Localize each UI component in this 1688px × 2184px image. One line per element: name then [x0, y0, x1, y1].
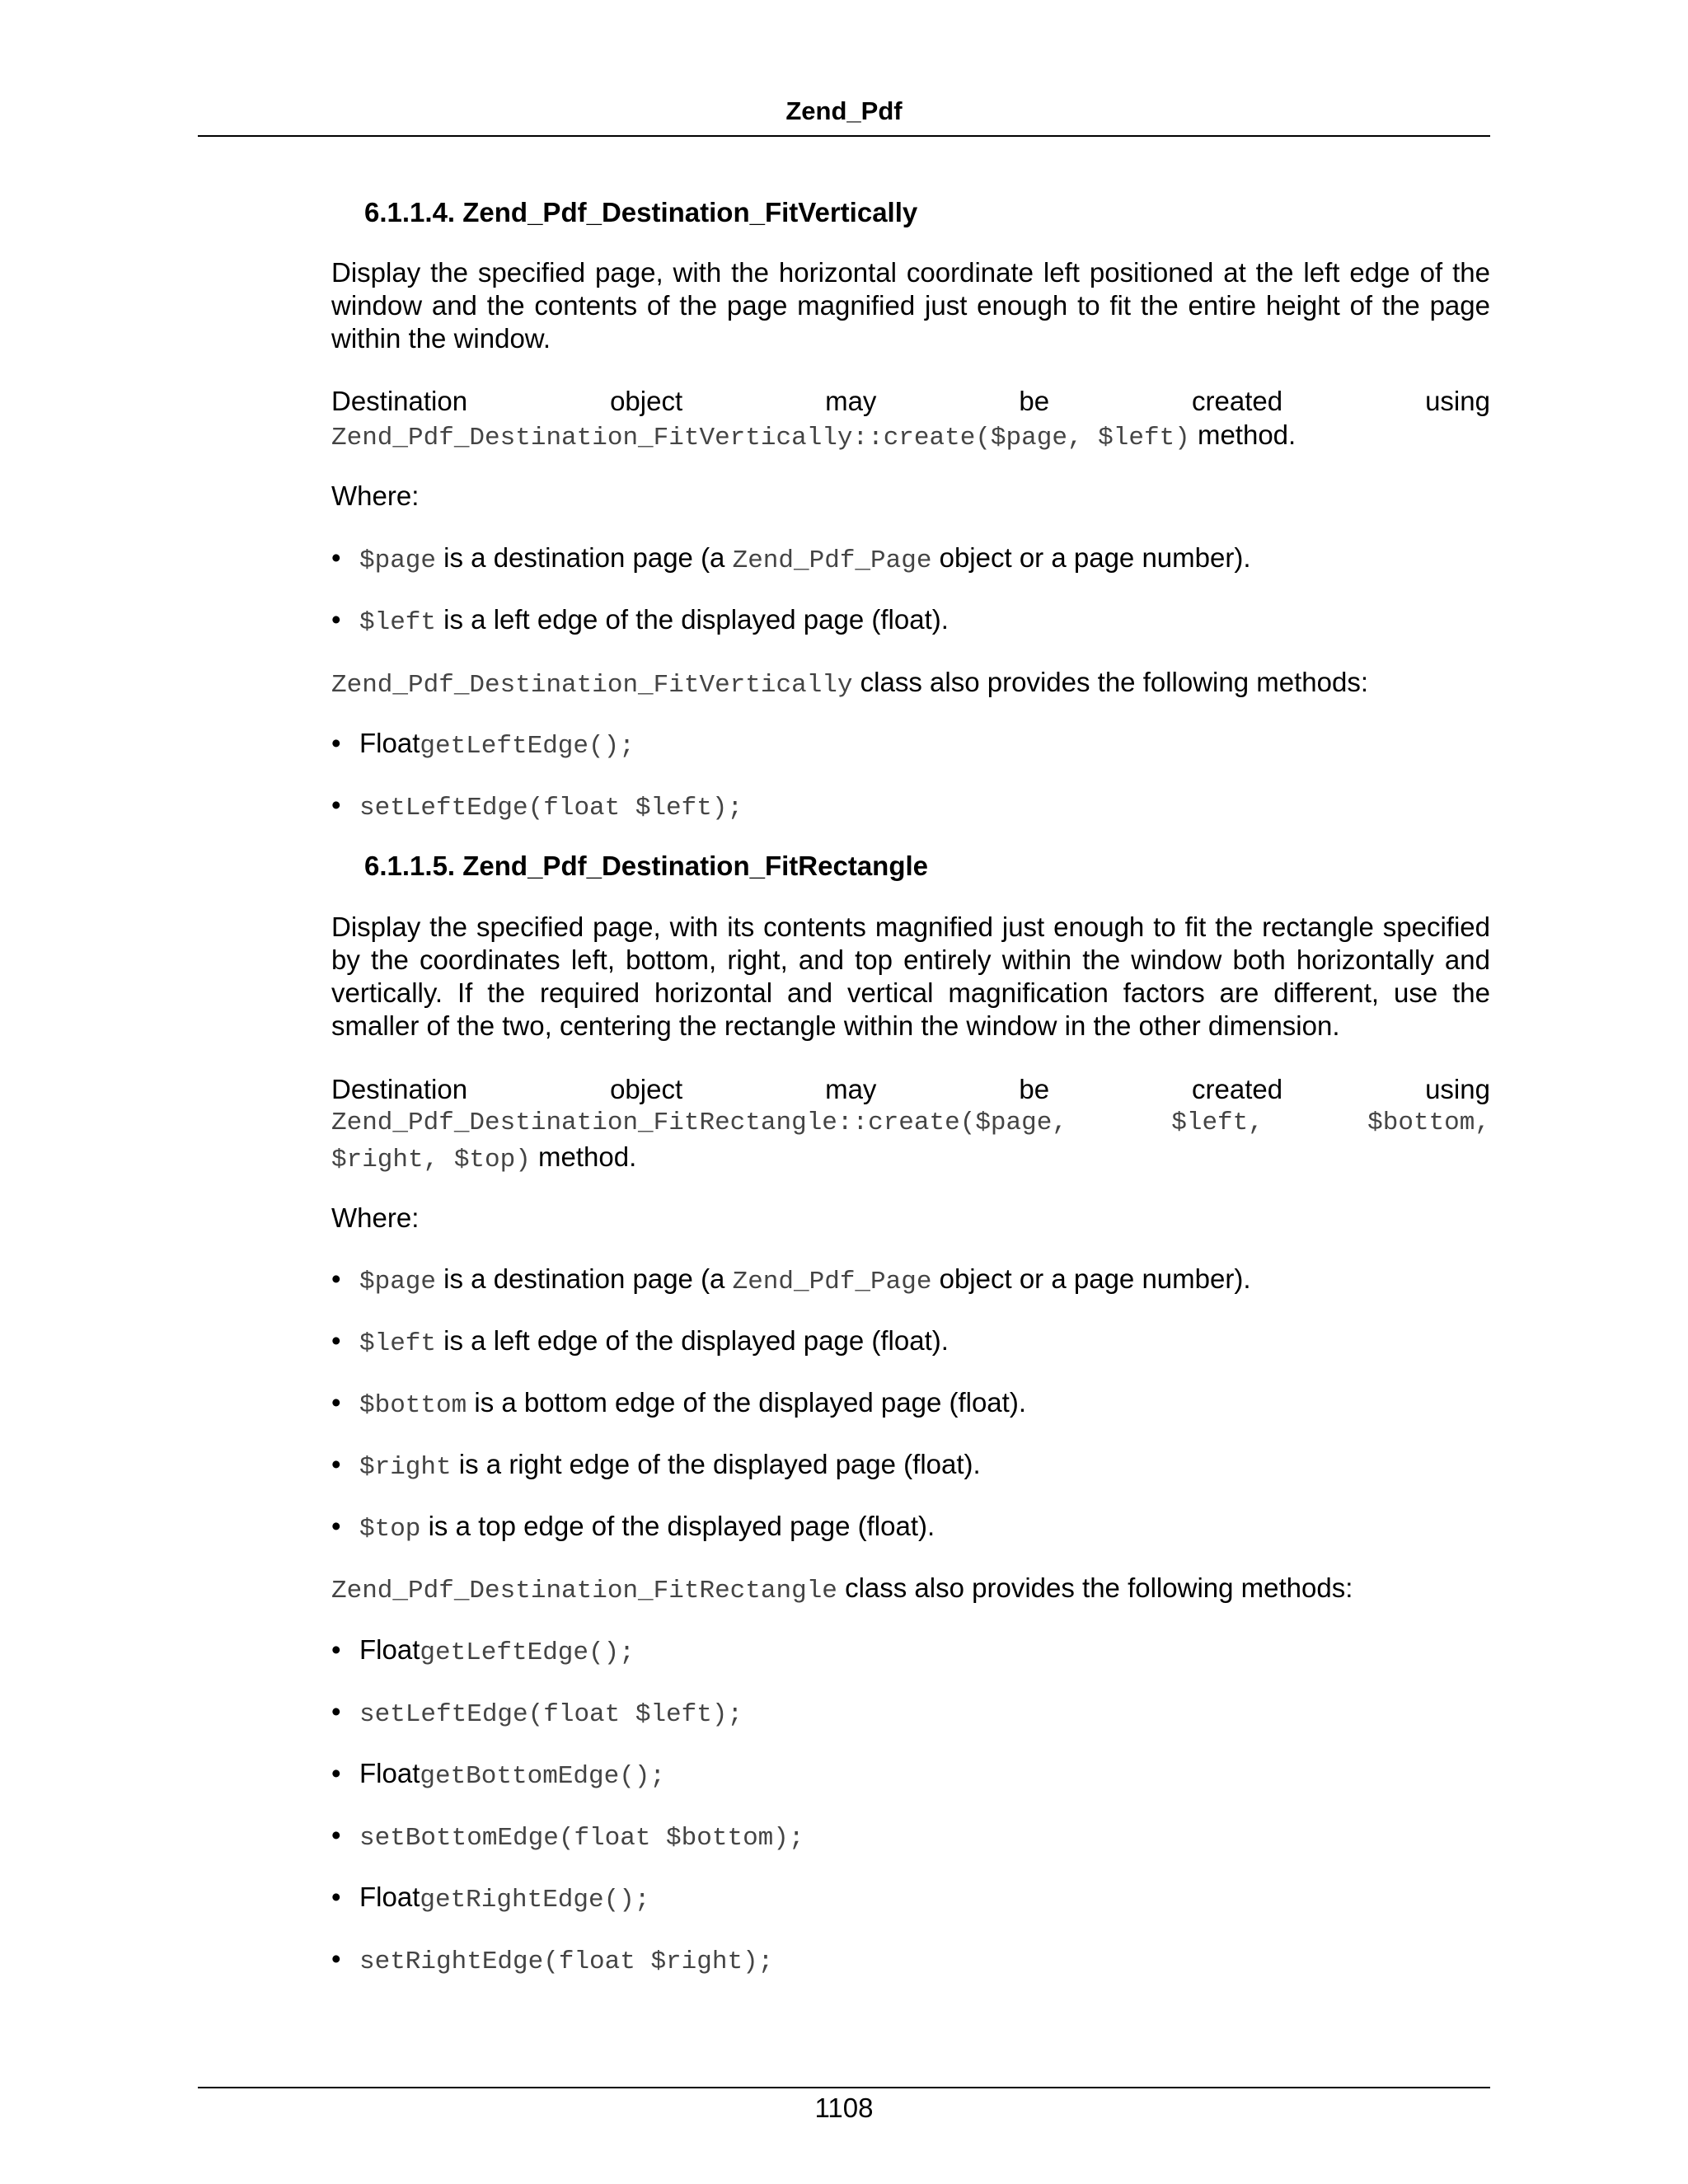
param-text: object or a page number).: [931, 1263, 1251, 1294]
bullet-dot: •: [331, 1696, 341, 1727]
param-code: $page: [359, 1268, 437, 1296]
word: using: [1425, 386, 1490, 416]
param-text: is a left edge of the displayed page (float).: [436, 1325, 949, 1356]
page-number: 1108: [814, 2093, 874, 2123]
param-code: $left: [359, 608, 437, 637]
method-code: setLeftEdge(float $left);: [359, 794, 743, 823]
bullet-dot: •: [331, 1263, 341, 1294]
header-rule: [198, 135, 1490, 137]
fitrectangle-create-code-tail: [331, 1141, 1490, 1177]
bullet-dot: •: [331, 1449, 341, 1479]
create-method-code: $bottom,: [1367, 1108, 1490, 1137]
bullet-dot: •: [331, 1820, 341, 1850]
method-code: setBottomEdge(float $bottom);: [359, 1824, 804, 1853]
word: object: [610, 386, 683, 416]
param-code: $page: [359, 546, 437, 575]
class-text: class also provides the following methods:: [837, 1572, 1353, 1603]
fitvertically-create-line: [331, 385, 1490, 418]
class-code: Zend_Pdf_Destination_FitRectangle: [331, 1577, 837, 1605]
list-item: [331, 1757, 1490, 1793]
word: created: [1192, 386, 1283, 416]
bullet-dot: •: [331, 1758, 341, 1788]
list-item: [331, 541, 1490, 578]
list-item: [331, 1881, 1490, 1917]
method-prefix: Float: [359, 728, 420, 758]
create-method-code: Zend_Pdf_Destination_FitRectangle::create($page,: [331, 1108, 1067, 1137]
word: may: [825, 1074, 877, 1104]
list-item: [331, 1263, 1490, 1299]
create-method-code: $right, $top): [331, 1146, 531, 1174]
bullet-dot: •: [331, 542, 341, 573]
list-item: [331, 1819, 1490, 1855]
list-item: [331, 1324, 1490, 1361]
param-text: is a right edge of the displayed page (float).: [451, 1449, 981, 1479]
bullet-dot: •: [331, 1325, 341, 1356]
param-text: object or a page number).: [931, 542, 1251, 573]
word: created: [1192, 1074, 1283, 1104]
param-code: $top: [359, 1515, 421, 1544]
fitvertically-create-code-line: [331, 419, 1490, 455]
list-item: [331, 1633, 1490, 1670]
word: object: [610, 1074, 683, 1104]
bullet-dot: •: [331, 604, 341, 635]
param-code: $bottom: [359, 1391, 467, 1420]
word: be: [1019, 1074, 1050, 1104]
list-item: [331, 603, 1490, 640]
bullet-dot: •: [331, 1882, 341, 1912]
method-suffix: method.: [530, 1141, 637, 1172]
method-code: setLeftEdge(float $left);: [359, 1700, 743, 1729]
fitrectangle-description: Display the specified page, with its contents magnified just enough to fit the rectangle specified by the coordinates left, bottom, right, and top entirely within the window both horizontally and vertically. If the required horizontal and vertical magnification factors are different, use the smaller of the two, centering the rectangle within the window in the other dimension.: [331, 912, 1490, 1041]
method-code: getLeftEdge();: [420, 732, 635, 761]
method-code: getRightEdge();: [420, 1886, 650, 1915]
bullet-dot: •: [331, 728, 341, 758]
where-label: Where:: [331, 480, 420, 511]
word: Destination: [331, 386, 468, 416]
word: using: [1425, 1074, 1490, 1104]
method-prefix: Float: [359, 1634, 420, 1665]
list-item: [331, 789, 1490, 825]
bullet-dot: •: [331, 790, 341, 820]
list-item: [331, 1695, 1490, 1732]
param-text: is a destination page (a: [436, 542, 733, 573]
list-item: [331, 1448, 1490, 1484]
section-heading-fitrectangle: 6.1.1.5. Zend_Pdf_Destination_FitRectangle: [364, 851, 929, 881]
method-code: getLeftEdge();: [420, 1638, 635, 1667]
param-code: $left: [359, 1329, 437, 1358]
param-text: is a left edge of the displayed page (float).: [436, 604, 949, 635]
word: may: [825, 386, 877, 416]
running-header: Zend_Pdf: [785, 96, 903, 125]
create-method-code: Zend_Pdf_Destination_FitVertically::create($page, $left): [331, 424, 1190, 452]
footer-rule: [198, 2087, 1490, 2088]
bullet-dot: •: [331, 1943, 341, 1974]
param-text: is a destination page (a: [436, 1263, 733, 1294]
fitrectangle-create-line: [331, 1073, 1490, 1106]
method-suffix: method.: [1189, 419, 1296, 450]
method-prefix: Float: [359, 1882, 420, 1912]
param-text: is a top edge of the displayed page (float).: [420, 1511, 935, 1541]
section-heading-fitvertically: 6.1.1.4. Zend_Pdf_Destination_FitVertically: [364, 197, 918, 227]
class-text: class also provides the following methods:: [852, 667, 1369, 697]
param-code: Zend_Pdf_Page: [732, 1268, 932, 1296]
fitrectangle-create-code-line: [331, 1107, 1490, 1140]
param-code: Zend_Pdf_Page: [732, 546, 932, 575]
class-code: Zend_Pdf_Destination_FitVertically: [331, 671, 853, 700]
list-item: [331, 727, 1490, 763]
list-item: [331, 1943, 1490, 1979]
method-prefix: Float: [359, 1758, 420, 1788]
word: Destination: [331, 1074, 468, 1104]
fitrectangle-class-line: [331, 1572, 1490, 1608]
fitvertically-description: Display the specified page, with the horizontal coordinate left positioned at the left edge of the window and the contents of the page magnified just enough to fit the entire height of the page within the window.: [331, 257, 1490, 354]
method-code: getBottomEdge();: [420, 1762, 666, 1791]
where-label: Where:: [331, 1202, 420, 1233]
list-item: [331, 1386, 1490, 1422]
bullet-dot: •: [331, 1634, 341, 1665]
bullet-dot: •: [331, 1387, 341, 1418]
list-item: [331, 1510, 1490, 1546]
method-code: setRightEdge(float $right);: [359, 1947, 774, 1976]
word: be: [1019, 386, 1050, 416]
bullet-dot: •: [331, 1511, 341, 1541]
create-method-code: $left,: [1171, 1108, 1264, 1137]
param-code: $right: [359, 1453, 452, 1482]
param-text: is a bottom edge of the displayed page (float).: [467, 1387, 1026, 1418]
fitvertically-class-line: [331, 666, 1490, 702]
